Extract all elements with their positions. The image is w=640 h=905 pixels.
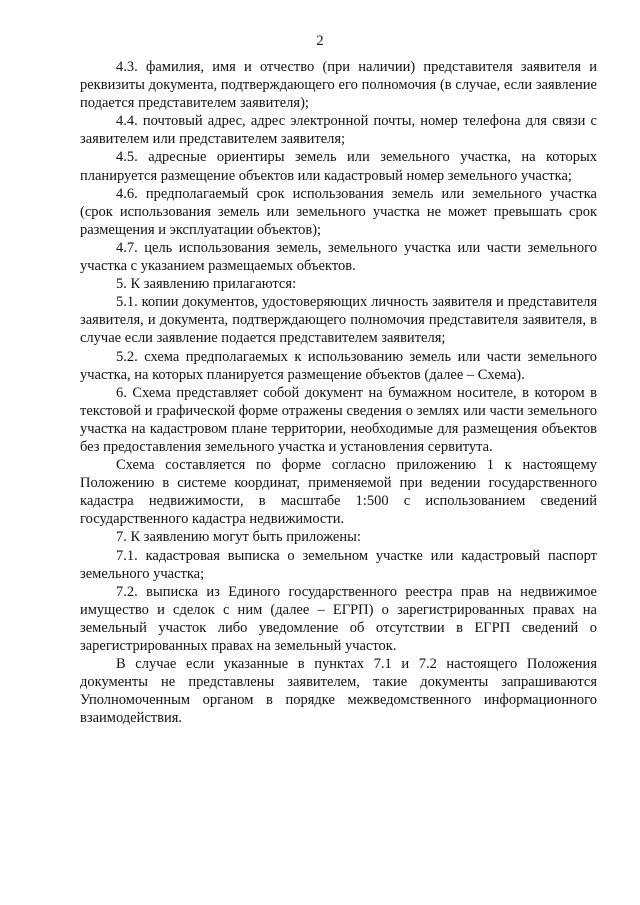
paragraph-5-2: 5.2. схема предполагаемых к использованию земель или части земельного участка, на которых планируется размещение объектов (далее – Схема). — [80, 348, 597, 383]
paragraph-4-6: 4.6. предполагаемый срок использования земель или земельного участка (срок использования земель или земельного участка не может превышать срок размещения и эксплуатации объектов); — [80, 185, 597, 238]
paragraph-5: 5. К заявлению прилагаются: — [116, 276, 297, 293]
page-number: 2 — [316, 33, 324, 49]
paragraph-4-5: 4.5. адресные ориентиры земель или земельного участка, на которых планируется размещение объектов или кадастровый номер земельного участка; — [80, 149, 597, 184]
document-body — [80, 58, 597, 727]
paragraph-5-1: 5.1. копии документов, удостоверяющих личность заявителя и представителя заявителя, и документа, подтверждающего полномочия представителя заявителя, в случае если заявление подается представителем заявителя; — [80, 294, 597, 347]
paragraph-4-3: 4.3. фамилия, имя и отчество (при наличии) представителя заявителя и реквизиты документа, подтверждающего его полномочия (в случае, если заявление подается представителем заявителя); — [80, 59, 597, 112]
paragraph-6: 6. Схема представляет собой документ на бумажном носителе, в котором в текстовой и графической форме отражены сведения о землях или части земельного участка на кадастровом плане территории, необходимые для размещения объектов без предоставления земельного участка и установления сервитута. — [80, 384, 597, 455]
paragraph-4-4: 4.4. почтовый адрес, адрес электронной почты, номер телефона для связи с заявителем или представителем заявителя; — [80, 113, 597, 148]
paragraph-7: 7. К заявлению могут быть приложены: — [116, 529, 361, 546]
paragraph-6-scheme: Схема составляется по форме согласно приложению 1 к настоящему Положению в системе координат, применяемой при ведении государственного кадастра недвижимости, в масштабе 1:500 с использованием сведений государственного кадастра недвижимости. — [80, 457, 597, 528]
paragraph-final: В случае если указанные в пунктах 7.1 и 7.2 настоящего Положения документы не представлены заявителем, такие документы запрашиваются Уполномоченным органом в порядке межведомственного информационного взаимодействия. — [80, 656, 597, 727]
paragraph-7-1: 7.1. кадастровая выписка о земельном участке или кадастровый паспорт земельного участка; — [80, 547, 597, 582]
paragraph-7-2: 7.2. выписка из Единого государственного реестра прав на недвижимое имущество и сделок с ним (далее – ЕГРП) о зарегистрированных правах на земельный участок либо уведомление об отсутствии в ЕГРП сведений о зарегистрированных правах на земельный участок. — [80, 583, 597, 654]
paragraph-4-7: 4.7. цель использования земель, земельного участка или части земельного участка с указанием размещаемых объектов. — [80, 239, 597, 275]
